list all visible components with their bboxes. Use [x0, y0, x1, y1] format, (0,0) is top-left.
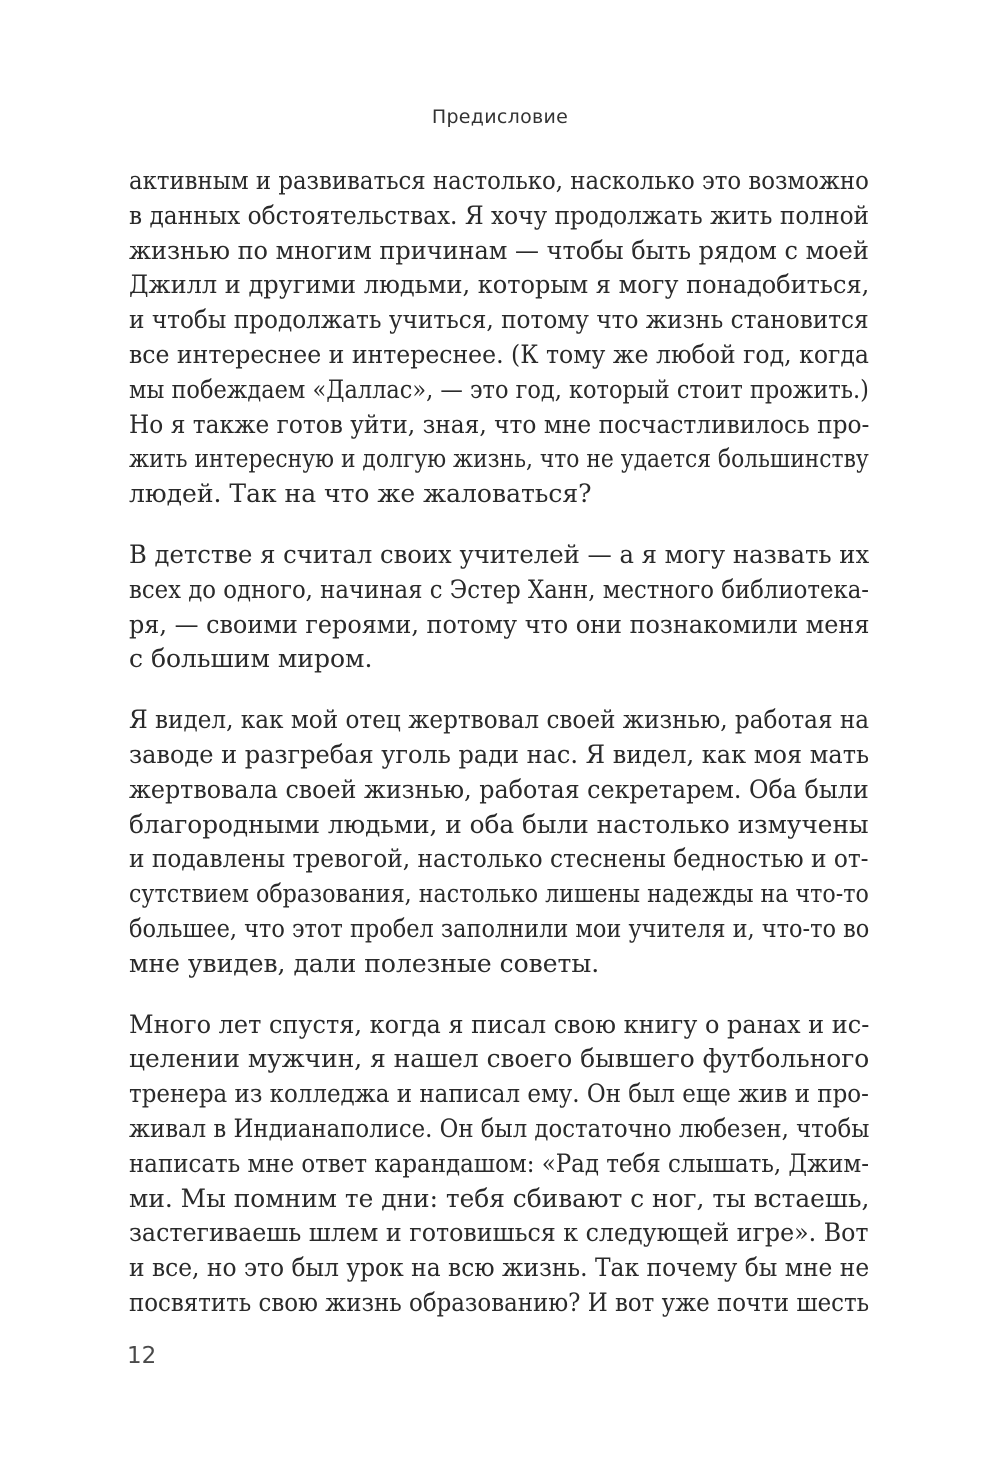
text-line: мы побеждаем «Даллас», — это год, который стоит прожить.) [129, 374, 869, 404]
text-line: всех до одного, начиная с Эстер Ханн, местного библиотека- [129, 574, 870, 604]
text-line: и все, но это был урок на всю жизнь. Так почему бы мне не [129, 1253, 870, 1283]
running-head: Предисловие [431, 106, 569, 128]
text-line: и чтобы продолжать учиться, потому что жизнь становится [129, 305, 869, 335]
text-line: написать мне ответ карандашом: «Рад тебя слышать, Джим- [129, 1148, 870, 1178]
text-line: большее, что этот пробел заполнили мои учителя и, что-то во [129, 913, 870, 943]
text-line: все интереснее и интереснее. (К тому же любой год, когда [129, 339, 869, 369]
text-line: жить интересную и долгую жизнь, что не удается большинству [129, 444, 869, 474]
text-line: Но я также готов уйти, зная, что мне посчастливилось про- [129, 409, 870, 439]
text-line: Я видел, как мой отец жертвовал своей жизнью, работая на [129, 705, 870, 735]
text-line: жизнью по многим причинам — чтобы быть рядом с моей [129, 235, 869, 265]
text-line: целении мужчин, я нашел своего бывшего футбольного [129, 1044, 870, 1074]
text-line: живал в Индианаполисе. Он был достаточно любезен, чтобы [129, 1113, 870, 1143]
paragraph [129, 703, 869, 981]
text-line: застегиваешь шлем и готовишься к следующей игре». Вот [129, 1218, 869, 1248]
text-line: и подавлены тревогой, настолько стеснены бедностью и от- [129, 844, 869, 874]
paragraph [129, 1008, 869, 1321]
text-line: ря, — своими героями, потому что они познакомили меня [129, 609, 870, 639]
paragraph [129, 538, 869, 677]
text-line: посвятить свою жизнь образованию? И вот уже почти шесть [129, 1287, 870, 1317]
text-line: сутствием образования, настолько лишены надежды на что-то [129, 879, 869, 909]
text-line: людей. Так на что же жаловаться? [129, 479, 592, 509]
page-number: 12 [127, 1343, 157, 1369]
text-line: мне увидев, дали полезные советы. [129, 948, 600, 978]
paragraph [129, 164, 869, 512]
body-text [129, 164, 869, 1347]
text-line: активным и развиваться настолько, насколько это возможно [129, 166, 869, 195]
text-line: жертвовала своей жизнью, работая секретарем. Оба были [129, 774, 869, 804]
text-line: в данных обстоятельствах. Я хочу продолжать жить полной [129, 200, 870, 230]
text-line: с большим миром. [129, 644, 373, 674]
text-line: В детстве я считал своих учителей — а я могу назвать их [129, 539, 870, 569]
text-line: ми. Мы помним те дни: тебя сбивают с ног, ты встаешь, [129, 1183, 870, 1213]
text-line: Джилл и другими людьми, которым я могу понадобиться, [129, 270, 870, 300]
text-line: заводе и разгребая уголь ради нас. Я видел, как моя мать [129, 739, 870, 769]
text-line: Много лет спустя, когда я писал свою книгу о ранах и ис- [129, 1009, 870, 1039]
text-line: тренера из колледжа и написал ему. Он был еще жив и про- [129, 1079, 869, 1109]
text-line: благородными людьми, и оба были настолько измучены [129, 809, 869, 839]
